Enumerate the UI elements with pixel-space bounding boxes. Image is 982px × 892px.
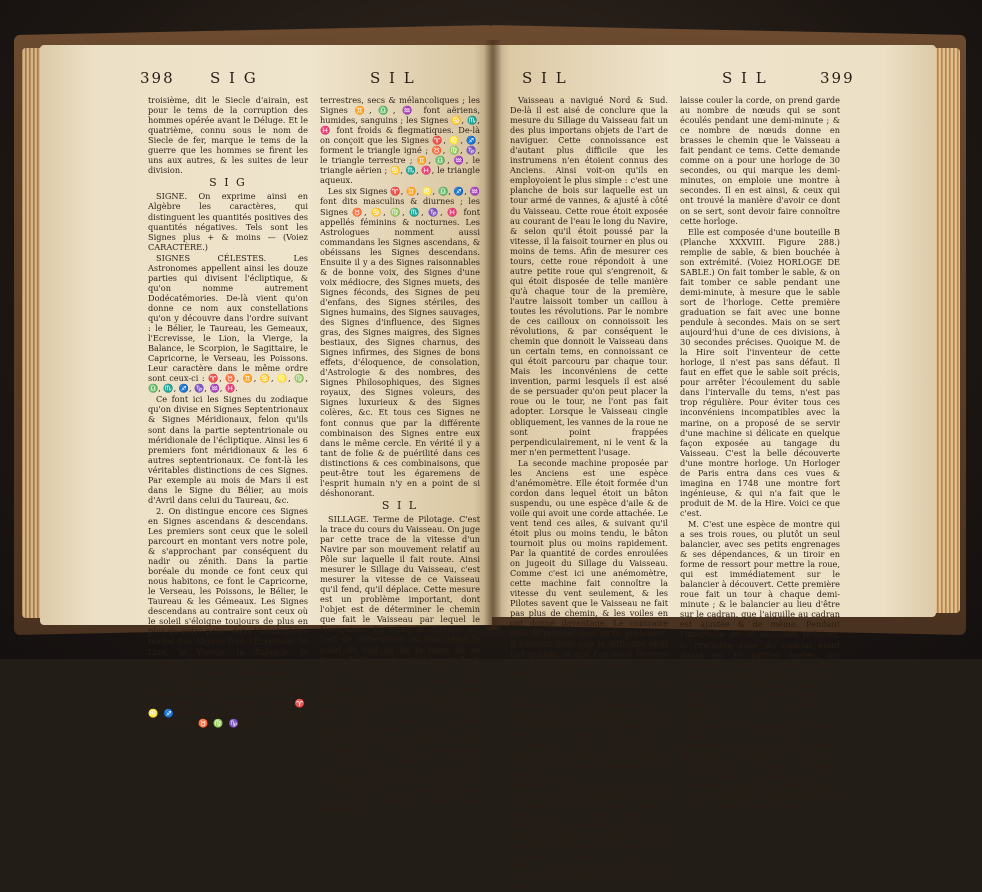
paragraph: 2. Après ces inventions on a fait usage du loch, qui, selon le P. Fournier, est le plus commode. On le nomme ainsi, en Angleterre, où il est né. (Hydrographie du P. Fournier, Liv. XVII. §. 1.) C'est une petite planche de bois qu'on jette en mer de la poupe du Vaisseau. Elle est attachée à une ligne divisée par des nœuds de vingt ou cinq brasses qui sont sur un moulinet. Cette ligne ou corde est fort longue, & s'étend en mer. Le loch est retenu par la ligne ; mais à mesure que le Vaisseau avance, la corde file, & la longueur de celle qui s'est dévidée fait connoître le chemin qu'a fait le Vaisseau. Lorsque le loch est jetté, on le laisse filer, & la corde filant à mesure qu'on s'éloigne, on compte les nœuds qui ont passé au dehors. [510,679,668,891]
page-number-left: 398 [140,69,175,87]
paragraph: Elle est composée d'une bouteille B (Planche XXXVIII. Figure 288.) remplie de sable, & bien bouchée à son extrémité. (Voiez HORLOGE DE SABLE.) On fait tomber le sable, & on fait tomber ce sable pendant une demi-minute, à mesure que le sable sort de l'horloge. Cette première graduation se fait avec une bonne pendule à secondes. Mais on se sert aujourd'hui d'une de ces divisions, à 30 secondes précises. Quoique M. de la Hire soit l'inventeur de cette horloge, il n'est pas sans défaut. Il faut en effet que le sable soit précis, pour arrêter l'écoulement du sable dans l'intervalle du tems, n'est pas trop régulière. Pour éviter tous ces inconvéniens incompatibles avec la marine, on a proposé de se servir d'une machine si délicate en quelque façon exposée au tangage du Vaisseau. C'est la belle découverte d'une montre horloge. Un Horloger de Paris entra dans ces vues & imagina en 1748 une montre fort ingénieuse, & qui n'a fait que le produit de M. de la Hire. Voici ce que c'est. [680,226,840,518]
section-heading: S I L [381,498,419,512]
paragraph: M. C'est une espèce de montre qui a ses trois roues, ou plutôt un seul balancier, avec ses petits engrenages & ses dépendances, & un tiroir en forme de ressort pour mettre la roue, qui est immédiatement sur le balancier à découvert. Cette première roue fait un tour à chaque demi-minute ; & le balancier au lieu d'être sur le cadran, que l'aiguille au cadran est ajustée & de même. Pendant l'intervalle de 30 secondes précises, la première roue du cadran étant divisé en 30 parties égales, qui marquent autant de vibrations qu'en fait la roue. Ainsi chaque vibration est une seconde. Chaque partie est divisée en 30 parties égales, qui chacune sont de secondes ou vibrations. [680,518,840,720]
left-column-1 [148,95,308,729]
running-head-left-sig: S I G [210,69,258,87]
page-edges-right [934,48,960,613]
page-edges-left [22,48,42,618]
left-page [40,45,492,816]
paragraph: La première roue porte un chaperon d'une pièce qui l'arrête. Il y a pratiquée une entaille à un endroit déterminé, sur laquelle se rend une petite bride & un ressort, qui arrête le mouvement de la roue en son lieu, le ressort finissant de détente jusqu'à ce que la détente se rencontre avec la roue, & arrête le mouvement. [680,720,840,812]
right-column-2 [680,95,840,812]
page-number-right: 399 [820,69,855,87]
right-page [492,45,936,891]
paragraph: laisse couler la corde, on prend garde au nombre de nœuds qui se sont écoulés pendant une demi-minute ; & ce nombre de nœuds donne en brasses le chemin que le Vaisseau a fait pendant ce tems. Cette demande comme on a pour une horloge de 30 secondes, ou qui marque les demi-minutes, on emploie une montre à secondes. Il en est ainsi, & ceux qui ont trouvé la manière d'avoir ce dont on se sert, sont devoir faire connoître cette horloge. [680,95,840,226]
paragraph: terrestres, secs & mélancoliques ; les Signes ♊, ♎, ♒ font aëriens, humides, sanguins ; les Signes ♋, ♏, ♓ font froids & flegmatiques. De-là on conçoit que les Signes ♈, ♌, ♐, forment le triangle igné ; ♉, ♍, ♑, le triangle terrestre ; ♊, ♎, ♒, le triangle aërien ; ♋, ♏, ♓, le triangle aqueux. [320,95,480,186]
section-heading: S I G [209,176,247,190]
paragraph: SIGNE. On exprime ainsi en Algèbre les caractères, qui distinguent les quantités positives des quantités négatives. Tels sont les Signes plus + & moins — (Voiez CARACTÈRE.) [148,191,308,252]
left-column-2 [320,95,480,816]
paragraph: SIGNES CÉLESTES. Les Astronomes appellent ainsi les douze parties qui divisent l'écliptique, & qu'on nomme autrement Dodécatémories. De-là vient qu'on donne ce nom aux constellations qu'on y découvre dans l'ordre suivant : le Bélier, le Taureau, les Gemeaux, l'Ecrevisse, le Lion, la Vierge, la Balance, le Scorpion, le Sagittaire, le Capricorne, le Verseau, les Poissons. Leur caractère dans le même ordre sont ceux-ci : ♈, ♉, ♊, ♋, ♌, ♍, ♎, ♏, ♐, ♑, ♒, ♓. [148,252,308,394]
paragraph: 2. On distingue encore ces Signes en Signes ascendans & descendans. Les premiers sont ceux que le soleil parcourt en montant vers notre pole, & s'approchant par conséquent du nadir ou zénith. Dans la partie boréale du monde ce font ceux qui nous habitons, ce font le Capricorne, le Verseau, les Poissons, le Bélier, le Taureau & les Gémeaux. Les Signes descendans au contraire sont ceux où le soleil s'éloigne toujours de plus en plus de notre pole : dans l'hémisphère boréal ces Signes font l'Ecrevisse, le Lion, la Vierge, la Balance, le Scorpion, le Sagittaire, & les autres. [148,505,308,667]
paragraph: Les six Signes ♈, ♊, ♌, ♎, ♐, ♒ font dits masculins & diurnes ; les Signes ♉, ♋, ♍, ♏, ♑, ♓ font appellés féminins & nocturnes. Les Astrologues nomment aussi commandans les Signes ascendans, & obéissans les Signes descendans. Ensuite il y a des Signes raisonnables & de bonne voix, des Signes d'une voix médiocre, des Signes muets, des Signes féconds, des Signes de peu d'enfans, des Signes stériles, des Signes humains, des Signes sauvages, des Signes d'influence, des Signes gras, des Signes maigres, des Signes bestiaux, des Signes charnus, des Signes infirmes, des Signes de bons effets, d'éloquence, de consolation, d'Astrologie & des nombres, des Signes Philosophiques, des Signes royaux, des Signes voleurs, des Signes luxurieux & des Signes colères, &c. Et tous ces Signes ne font connus que par la différente combinaison des Signes entre eux dans le même cercle. En vérité il y a tant de folie & de puérilité dans ces distinctions & ces combinaisons, que peut-être tout les égaremens de l'esprit humain n'y en a point de si déshonorant. [320,186,480,498]
paragraph: SILLAGE. Terme de Pilotage. C'est la trace du cours du Vaisseau. On juge par cette trace de la vitesse d'un Navire par son mouvement relatif au Pôle sur laquelle il fait route. Ainsi mesurer le Sillage du Vaisseau, c'est mesurer la vitesse de ce Vaisseau qu'il fend, qu'il déplace. Cette mesure est un problème important, dont l'objet est de déterminer le chemin que fait le Vaisseau par lequel le Navigateur. En effet, le Pilotage est l'art de déterminer en tout tems le point du ciel ou de la terre où se trouve le Vaisseau, par la longitude & la latitude du lieu où il se trouve. (Voiez PILOTAGE.) Pour cela, il faut observer la distance qu'il y a entre deux points, & pour cela deux choses sont à observer : c'est la latitude, c'est-à-dire la longueur du chemin que fait le Vaisseau, ce qu'on a par une connoissance suffisante de l'art du Pilotage ; on a recours à la mesure du Sillage, pour savoir la route que fait le Vaisseau en ce tems. On connoît aussi ce que fait le Vaisseau, & le Vaisseau a fait route Est-Ouest ou faisant une direction oblique de la latitude, &c. [320,513,480,816]
paragraph: Ce font ici les Signes du zodiaque qu'on divise en Signes Septentrionaux & Signes Méridionaux, felon qu'ils sont dans la partie septentrionale ou méridionale de l'écliptique. Ainsi les 6 premiers font méridionaux & les 6 autres septentrionaux. Ce font-là les véritables distinctions de ces Signes. Par exemple au mois de Mars il est dans le Signe du Bélier, au mois d'Avril dans celui du Taureau, &c. [148,394,308,505]
running-head-right-sil-2: S I L [722,69,768,87]
paragraph: Vaisseau a navigué Nord & Sud. De-là il est aisé de conclure que la mesure du Sillage du Vaisseau fait un des plus importans objets de l'art de naviguer. Cette connoissance est d'autant plus difficile que les instrumens n'en étoient connus des Anciens. Ainsi voit-on qu'ils en employoient le plus simple : c'est une planche de bois sur laquelle est un tour armé de vannes, & ajusté à côté du Vaisseau. Cette roue étoit exposée au courant de l'eau le long du Navire, & selon qu'il étoit poussé par la vitesse, il la faisoit tourner en plus ou moins de tems. Afin de mesurer ces tours, cette roue répondoit à une autre petite roue qui s'engrenoit, & qui étoit disposée de telle manière qu'à chaque tour de la première, l'autre laissoit tomber un caillou à toutes les révolutions. Par le nombre de ces cailloux on connoissoit les révolutions, & par conséquent le chemin que donnoit le Vaisseau dans un certain tems, en connoissant ce qui étoit parcouru par chaque tour. Mais les inconvéniens de cette invention, parmi lesquels il est aisé de se persuader qu'on peut placer la roue ou le tour, ne l'ont pas fait adopter. Lorsque le Vaisseau cingle obliquement, les vannes de la roue ne sont point frappées perpendiculairement, ni le vent & la mer n'en permettent l'usage. [510,95,668,457]
book-gutter [484,40,502,630]
right-column-1 [510,95,668,892]
paragraph: La seconde machine proposée par les Anciens est une espèce d'anémomètre. Elle étoit formée d'un cordon dans lequel étoit un bâton suspendu, ou une espèce d'aile & de voile qui avoit une corde attachée. Le vent tend ces ailes, & suivant qu'il étoit plus ou moins tendu, le bâton tournoit plus ou moins rapidement. Par la quantité de cordes enroulées on jugeoit du Sillage du Vaisseau. Comme c'est ici une anémomètre, cette machine fait connoître la vitesse du vent seulement, & les Pilotes savent que le Vaisseau ne fait pas plus de chemin, & les voiles en ont donné davantage. Le contraire étoit le premier soin qu'ils prenoient. Il s'ensuit donc que la difficulté étoit fort grande, & que l'on avoit recours à ces inventions. (Voiez l'article MANOEUVRE.) [510,457,668,679]
paragraph: troisième, dit le Siecle d'airain, est pour le tems de la corruption des hommes opérée avant le Déluge. Et le quatrième, connu sous le nom de Siecle de fer, marque le tems de la guerre que les hommes se firent les uns aux autres, & les suites de leur division. [148,95,308,176]
paragraph: SIGNES. Terme d'Astrologie. Ce font les Signes du zodiaque, qui, moiennant une épithète ont une vertu particulière. Et d'abord les Signes ♈, ♌, ♐ font ignés, chauds & colériques ; les Signes ♉, ♍, ♑ sont [148,667,308,728]
running-head-right-sil-1: S I L [522,69,568,87]
running-head-left-sil: S I L [370,69,416,87]
